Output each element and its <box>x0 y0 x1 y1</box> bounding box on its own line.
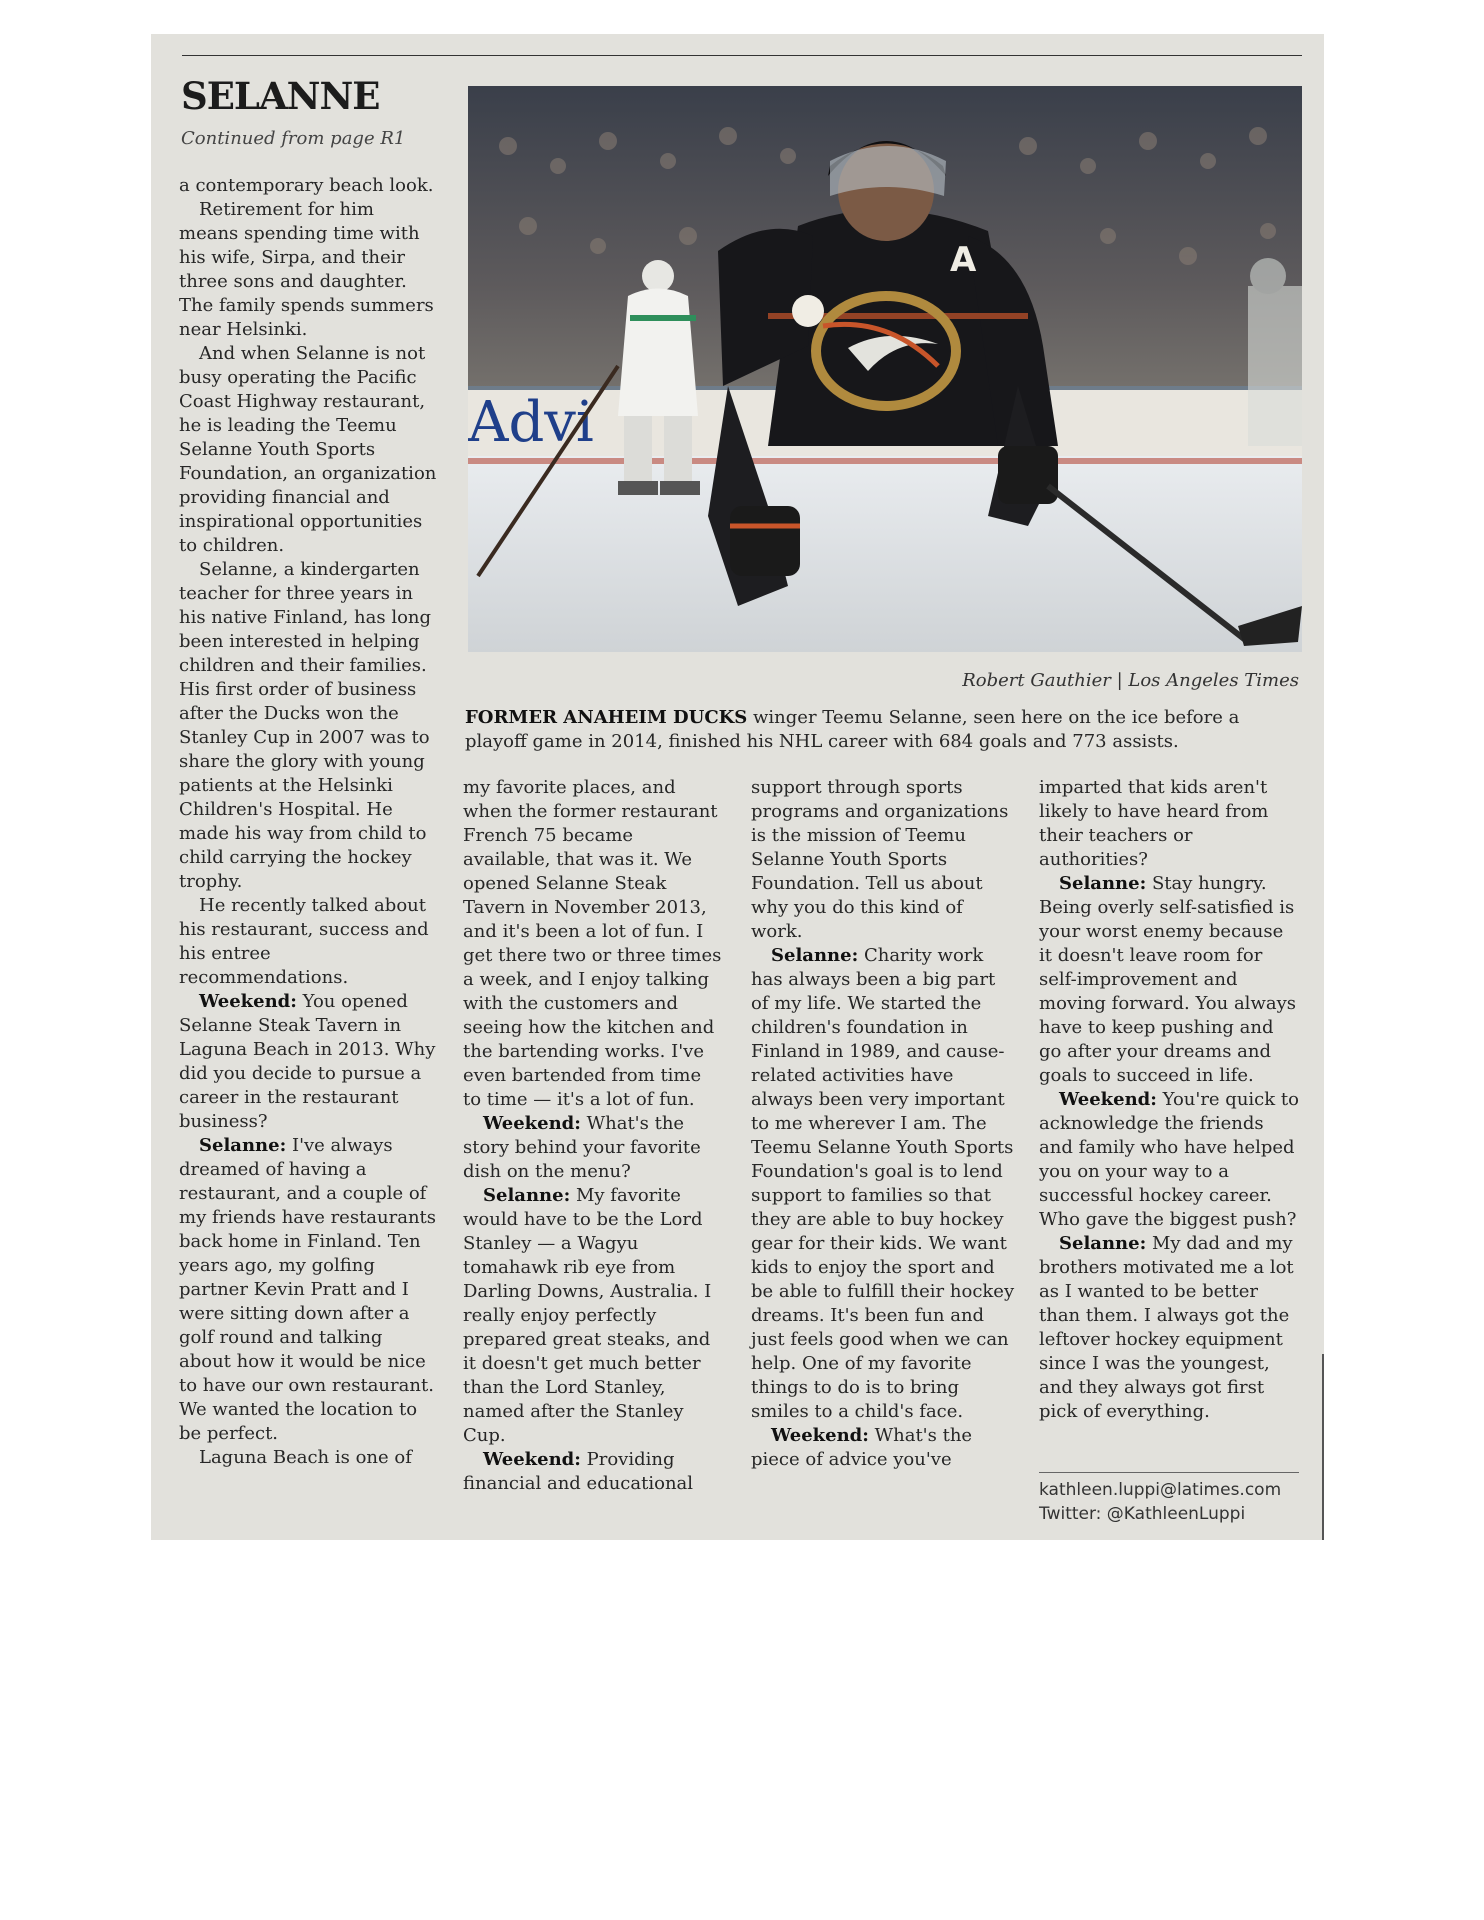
author-signature <box>1039 1478 1299 1526</box>
article-column-3 <box>751 776 1016 1472</box>
column-edge-rule <box>1322 1354 1324 1540</box>
answer-text: My favorite would have to be the Lord Stanley — a Wagyu tomahawk rib eye from Darling Downs, Australia. I really enjoy perfectly prepared great steaks, and it doesn't get much better than the Lord Stanley, named after the Stanley Cup. <box>463 1185 712 1446</box>
paragraph: support through sports programs and organizations is the mission of Teemu Selanne Youth Sports Foundation. Tell us about why you do this kind of work. <box>751 777 1009 942</box>
question-text: Providing financial and educational <box>463 1449 694 1494</box>
speaker-label: Selanne: <box>771 945 859 966</box>
hockey-player-illustration <box>468 86 1302 652</box>
photo-caption <box>465 706 1265 754</box>
paragraph: And when Selanne is not busy operating the Pacific Coast Highway restaurant, he is leading the Teemu Selanne Youth Sports Foundation, an organization providing financial and inspirational opportunities to children. <box>179 343 437 556</box>
paragraph: my favorite places, and when the former restaurant French 75 became available, that was it. We opened Selanne Steak Tavern in November 2013, and it's been a lot of fun. I get there two or three times a week, and I enjoy talking with the customers and seeing how the kitchen and the bartending works. I've even bartended from time to time — it's a lot of fun. <box>463 777 722 1110</box>
caption-lead: FORMER ANAHEIM DUCKS <box>465 707 748 728</box>
author-email: kathleen.luppi@latimes.com <box>1039 1480 1282 1500</box>
headline: SELANNE <box>181 74 380 118</box>
speaker-label: Weekend: <box>771 1425 869 1446</box>
photo-credit: Robert Gauthier | Los Angeles Times <box>962 670 1299 691</box>
question-text: What's the piece of advice you've <box>751 1425 973 1470</box>
speaker-label: Selanne: <box>1059 1233 1147 1254</box>
question-paragraph <box>1039 1088 1299 1232</box>
question-text: You opened Selanne Steak Tavern in Laguna Beach in 2013. Why did you decide to pursue a career in the restaurant business? <box>179 991 436 1132</box>
paragraph: Laguna Beach is one of <box>199 1447 412 1468</box>
signature-rule <box>1039 1472 1299 1473</box>
answer-text: I've always dreamed of having a restaurant, and a couple of my friends have restaurants back home in Finland. Ten years ago, my golfing partner Kevin Pratt and I were sitting down after a golf round and talking about how it would be nice to have our own restaurant. We wanted the location to be perfect. <box>179 1135 437 1444</box>
paragraph: He recently talked about his restaurant, success and his entree recommendations. <box>179 895 429 988</box>
answer-paragraph <box>751 944 1016 1424</box>
question-paragraph <box>463 1448 723 1496</box>
newspaper-clipping <box>151 34 1324 1540</box>
article-column-4 <box>1039 776 1299 1424</box>
answer-text: My dad and my brothers motivated me a lot as I wanted to be better than them. I always got the leftover hockey equipment since I was the youngest, and they always got first pick of everything. <box>1039 1233 1294 1422</box>
caption-text: winger Teemu Selanne, seen here on the ice before a playoff game in 2014, finished his NHL career with 684 goals and 773 assists. <box>465 707 1240 752</box>
top-rule <box>182 55 1302 56</box>
question-paragraph <box>463 1112 723 1184</box>
answer-paragraph <box>1039 872 1299 1088</box>
question-text: What's the story behind your favorite dish on the menu? <box>463 1113 701 1182</box>
speaker-label: Selanne: <box>1059 873 1147 894</box>
hockey-photo <box>468 86 1302 652</box>
paragraph: Selanne, a kindergarten teacher for three years in his native Finland, has long been interested in helping children and their families. His first order of business after the Ducks won the Stanley Cup in 2007 was to share the glory with young patients at the Helsinki Children's Hospital. He made his way from child to child carrying the hockey trophy. <box>179 559 432 892</box>
question-text: You're quick to acknowledge the friends and family who have helped you on your way to a successful hockey career. Who gave the biggest push? <box>1039 1089 1299 1230</box>
author-twitter: Twitter: @KathleenLuppi <box>1039 1504 1246 1524</box>
captain-letter: A <box>950 240 977 280</box>
speaker-label: Weekend: <box>1059 1089 1157 1110</box>
answer-text: Charity work has always been a big part of my life. We started the children's foundation in Finland in 1989, and cause-related activities have always been very important to me wherever I am. The Teemu Selanne Youth Sports Foundation's goal is to lend support to families so that they are able to buy hockey gear for their kids. We want kids to enjoy the sport and be able to fulfill their hockey dreams. It's been fun and just feels good when we can help. One of my favorite things to do is to bring smiles to a child's face. <box>751 945 1015 1422</box>
answer-paragraph <box>179 1134 437 1446</box>
speaker-label: Selanne: <box>199 1135 287 1156</box>
article-column-2 <box>463 776 723 1496</box>
speaker-label: Weekend: <box>483 1113 581 1134</box>
paragraph: imparted that kids aren't likely to have heard from their teachers or authorities? <box>1039 777 1269 870</box>
advertising-board-text: Advi <box>468 390 594 455</box>
article-column-1 <box>179 174 437 1470</box>
paragraph: a contemporary beach look. <box>179 175 434 196</box>
answer-paragraph <box>463 1184 723 1448</box>
speaker-label: Weekend: <box>483 1449 581 1470</box>
speaker-label: Weekend: <box>199 991 297 1012</box>
paragraph: Retirement for him means spending time with his wife, Sirpa, and their three sons and daughter. The family spends summers near Helsinki. <box>179 199 434 340</box>
speaker-label: Selanne: <box>483 1185 571 1206</box>
question-paragraph <box>751 1424 1016 1472</box>
question-paragraph <box>179 990 437 1134</box>
continued-line: Continued from page R1 <box>181 128 406 149</box>
answer-text: Stay hungry. Being overly self-satisfied is your worst enemy because it doesn't leave room for self-improvement and moving forward. You always have to keep pushing and go after your dreams and goals to succeed in life. <box>1039 873 1296 1086</box>
answer-paragraph <box>1039 1232 1299 1424</box>
